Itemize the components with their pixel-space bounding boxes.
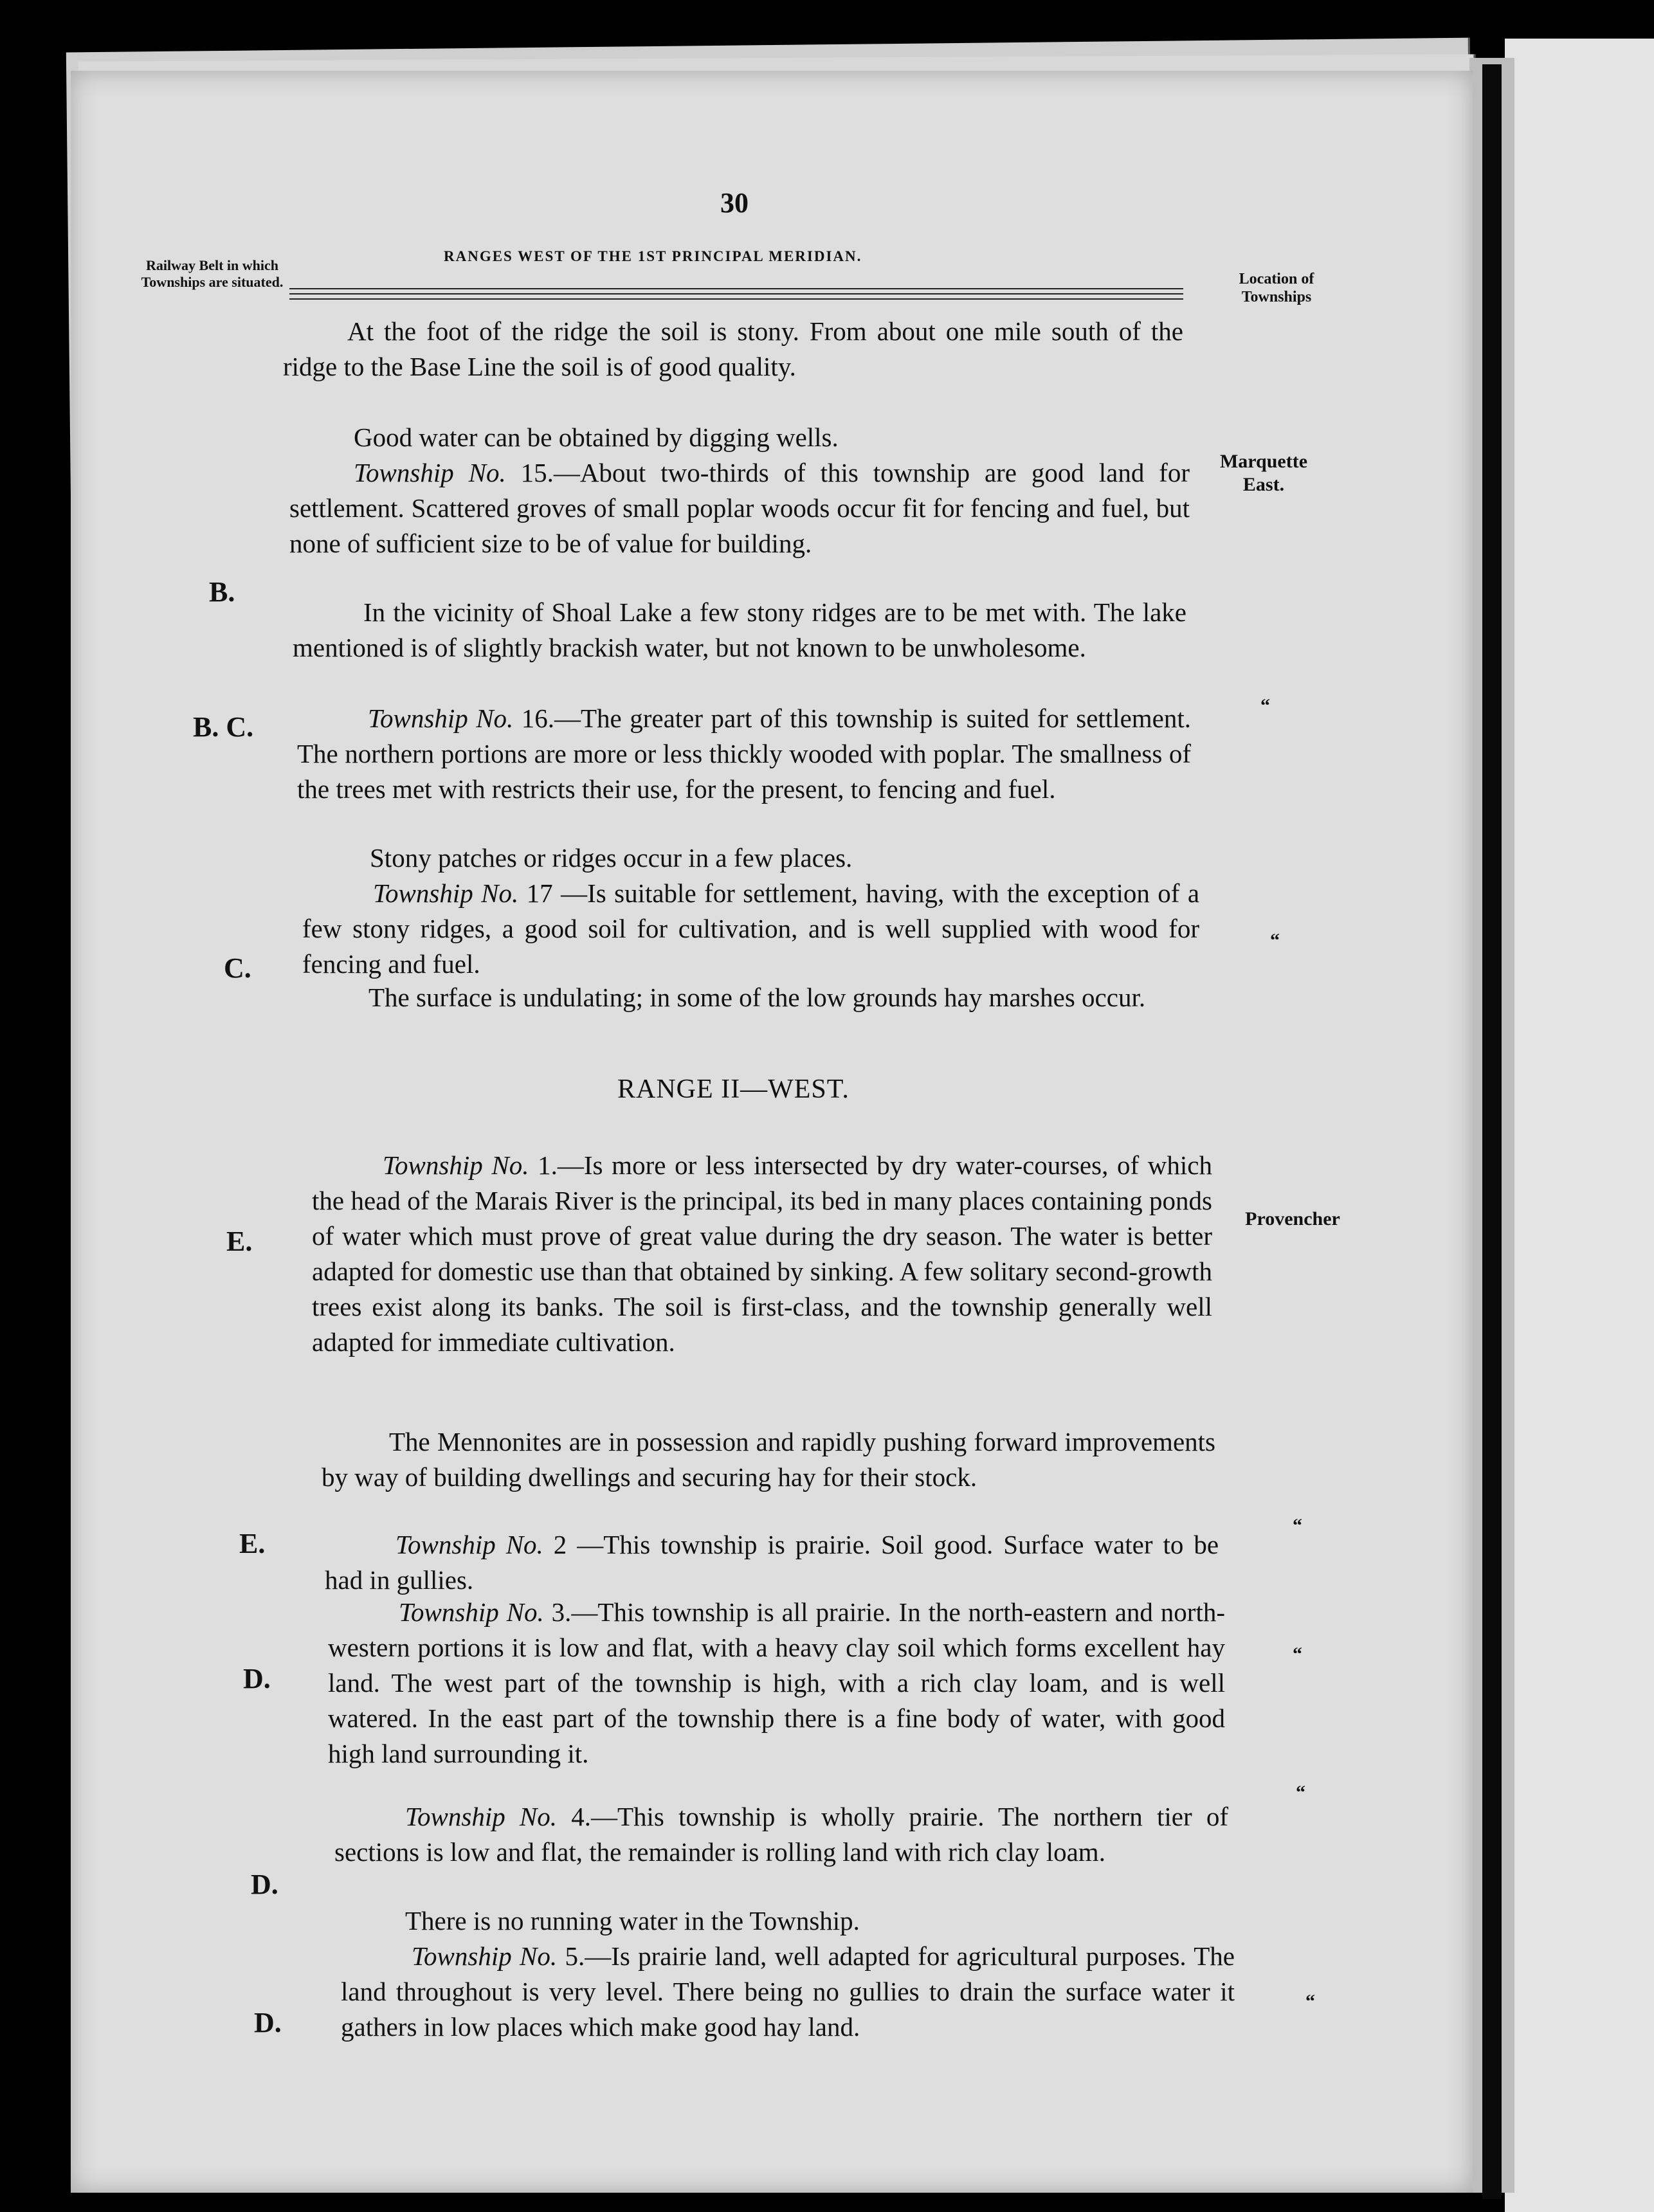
paragraph: Township No. 3.—This township is all prairie. In the north-eastern and north-western portions it is low and flat, with a heavy clay soil which forms excellent hay land. The west part of the township is high, with a rich clay loam, and is well watered. In the east part of the township there is a fine body of water, with good high land surrounding it. (328, 1597, 1226, 1768)
ditto-mark: “ (1270, 930, 1280, 951)
paragraph: Good water can be obtained by digging wells. (354, 422, 839, 452)
section-heading: RANGE II—WEST. (617, 1074, 850, 1104)
paragraph: Township No. 17 —Is suitable for settlement, having, with the exception of a few stony ridges, a good soil for cultivation, and is well supplied with wood for fencing and fuel. (302, 878, 1200, 979)
paragraph: Township No. 5.—Is prairie land, well adapted for agricultural purposes. The land throughout is very level. There being no gullies to drain the surface water it gathers in low places which make good hay land. (341, 1941, 1235, 2042)
paragraph: Township No. 16.—The greater part of this township is suited for settlement. The northern portions are more or less thickly wooded with poplar. The smallness of the trees met with restricts their use, for the present, to fencing and fuel. (297, 703, 1192, 804)
ditto-mark: “ (1293, 1644, 1302, 1665)
railway-belt-letter: B. C. (193, 711, 254, 743)
book-spine-shadow (1482, 64, 1502, 2199)
document-page (71, 71, 1473, 2193)
paragraph: Township No. 15.—About two-thirds of this township are good land for settlement. Scattered groves of small poplar woods occur fit for fencing and fuel, but none of sufficient size to be of value for building. (289, 458, 1190, 558)
paragraph: The surface is undulating; in some of the low grounds hay marshes occur. (368, 983, 1146, 1012)
facing-page-edge (1505, 39, 1654, 2212)
ditto-mark: “ (1305, 1991, 1315, 2012)
railway-belt-letter: D. (254, 2007, 282, 2038)
railway-belt-letter: D. (251, 1869, 278, 1900)
paragraph: At the foot of the ridge the soil is stony. From about one mile south of the ridge to the Base Line the soil is of good quality. (283, 316, 1183, 381)
header-rule (289, 288, 1183, 289)
header-rule (289, 298, 1183, 300)
railway-belt-letter: D. (243, 1663, 271, 1694)
header-rule (289, 293, 1183, 295)
right-column-heading: Location of Townships (1239, 271, 1314, 305)
running-header: RANGES WEST OF THE 1ST PRINCIPAL MERIDIAN. (444, 248, 862, 264)
paragraph: Township No. 2 —This township is prairie. Soil good. Surface water to be had in gullies. (325, 1530, 1219, 1595)
railway-belt-letter: B. (209, 576, 235, 608)
township-location: Marquette East. (1219, 451, 1308, 495)
paragraph: Stony patches or ridges occur in a few places. (370, 843, 853, 873)
ditto-mark: “ (1293, 1515, 1302, 1536)
paragraph: Township No. 1.—Is more or less intersected by dry water-courses, of which the head of the Marais River is the principal, its bed in many places containing ponds of water which must prove of great value during the dry season. The water is better adapted for domestic use than that obtained by sinking. A few solitary second-growth trees exist along its banks. The soil is first-class, and the township generally well adapted for immediate cultivation. (312, 1150, 1212, 1357)
railway-belt-letter: C. (224, 952, 251, 984)
paragraph: There is no running water in the Township. (405, 1906, 860, 1936)
paragraph: The Mennonites are in possession and rapidly pushing forward improvements by way of building dwellings and securing hay for their stock. (322, 1427, 1215, 1492)
ditto-mark: “ (1260, 695, 1270, 716)
railway-belt-letter: E. (239, 1528, 266, 1559)
township-location: Provencher (1245, 1208, 1340, 1229)
paragraph: Township No. 4.—This township is wholly prairie. The northern tier of sections is low and flat, the remainder is rolling land with rich clay loam. (334, 1802, 1228, 1867)
left-column-heading: Railway Belt in which Townships are situated. (141, 257, 284, 290)
page-number: 30 (720, 187, 749, 219)
ditto-mark: “ (1296, 1782, 1305, 1803)
railway-belt-letter: E. (226, 1226, 253, 1257)
paragraph: In the vicinity of Shoal Lake a few stony ridges are to be met with. The lake mentioned is of slightly brackish water, but not known to be unwholesome. (293, 597, 1186, 662)
